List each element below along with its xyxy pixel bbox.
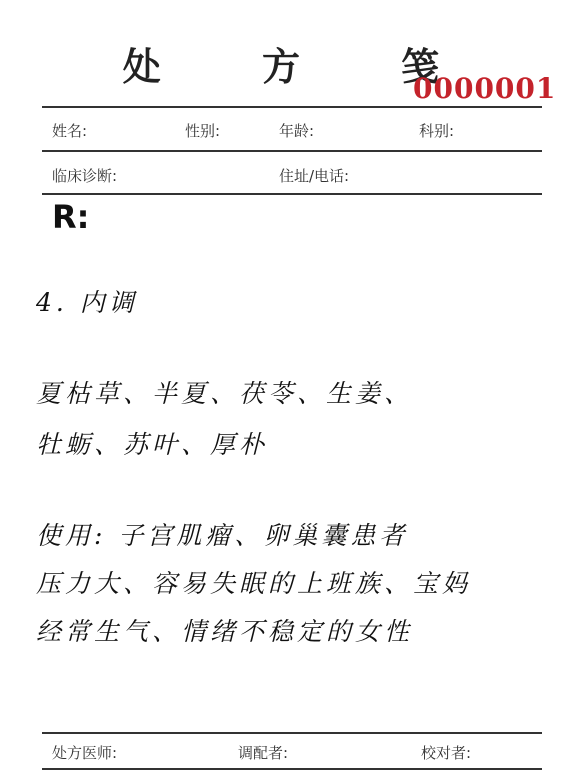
doctor-label: 处方医师: xyxy=(52,744,118,762)
herbs-line-1: 夏枯草、半夏、茯苓、生姜、 xyxy=(36,379,414,408)
divider xyxy=(42,106,542,108)
divider xyxy=(42,193,542,195)
diagnosis-label: 临床诊断: xyxy=(52,167,118,185)
divider xyxy=(42,150,542,152)
rx-symbol: R: xyxy=(52,198,90,236)
divider xyxy=(42,768,542,770)
dispenser-label: 调配者: xyxy=(238,744,289,762)
usage-line-1: 使用: 子宫肌瘤、卵巢囊患者 xyxy=(36,521,409,550)
divider xyxy=(42,732,542,734)
department-label: 科别: xyxy=(419,122,455,140)
page-title: 处 方 笺 xyxy=(122,44,484,89)
checker-label: 校对者: xyxy=(421,744,472,762)
usage-line-3: 经常生气、情绪不稳定的女性 xyxy=(36,617,414,646)
gender-label: 性别: xyxy=(185,122,221,140)
herbs-line-2: 牡蛎、苏叶、厚朴 xyxy=(36,430,269,459)
item-number: 4. 内调 xyxy=(36,288,138,317)
usage-line-2: 压力大、容易失眠的上班族、宝妈 xyxy=(36,569,472,598)
address-label: 住址/电话: xyxy=(279,167,350,185)
serial-number: 0000001 xyxy=(413,72,557,105)
name-label: 姓名: xyxy=(52,122,88,140)
age-label: 年龄: xyxy=(279,122,315,140)
